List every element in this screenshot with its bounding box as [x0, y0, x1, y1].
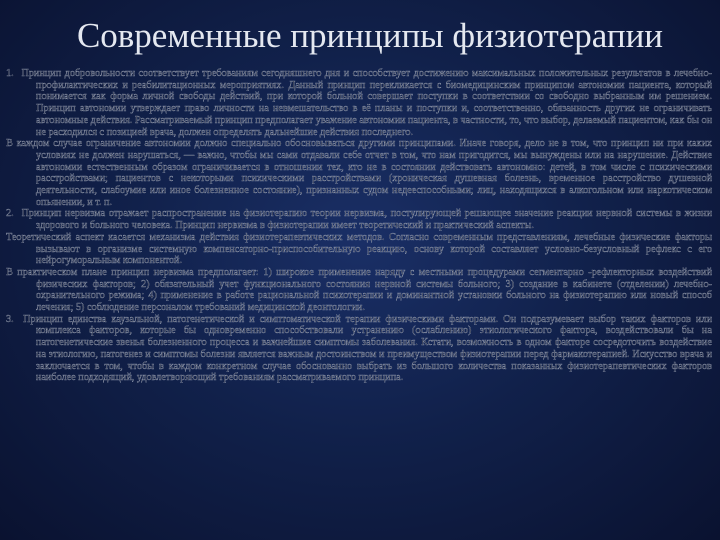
paragraph-theoretical-aspect [6, 232, 712, 267]
paragraph-practical-aspect [6, 267, 712, 314]
paragraph-principle-unity-therapy [6, 314, 712, 384]
paragraph-principle-voluntariness [6, 68, 712, 138]
paragraph-text: В каждом случае ограничение автономии должно специально обосновываться другими принципами. Иначе говоря, дело не в том, что принцип ни при каких условиях не должен нарушаться, — важно, чтобы мы сами отдавали себе отчет в том, что нам пригодится, мы вынуждены или на нарушение. Действие автономии естественным образом ограничивается в отношении тех, кто не в состоянии действовать автономно: детей, в том числе с психическими расстройствами; пациентов с некоторыми психическими расстройствами (хроническая душевная болезнь, временное расстройство душевной деятельности, слабоумие или иное болезненное состояние), признанных судом недееспособными; лиц, находящихся в алкогольном или наркотическом опьянении, и т. п. [6, 138, 712, 208]
slide-body-text [6, 68, 712, 536]
paragraph-principle-nervism [6, 208, 712, 231]
paragraph-number: 2. [6, 208, 14, 220]
paragraph-text: Принцип нервизма отражает распространение на физиотерапию теории нервизма, постулирующей решающее значение реакции нервной системы в жизни здорового и больного человека. Принцип нервизма в физиотерапии имеет теоретический и практический аспекты. [21, 208, 712, 232]
paragraph-text: Принцип единства каузальной, патогенетической и симптоматической терапии физическими факторами. Он подразумевает выбор таких факторов или комплекса факторов, которые бы одновременно способствовали устранению (ослаблению) этиологического фактора, воздействовали бы на патогенетические звенья болезненного процесса и важнейшие симптомы заболевания. Кстати, возможность в одном факторе сосредоточить воздействие на этиологию, патогенез и симптомы болезни является важным достоинством и преимуществом физиотерапии перед фармакотерапией. Искусство врача и заключается в том, чтобы в каждом конкретном случае обоснованно выбрать из большого количества показанных физиотерапевтических факторов наиболее подходящий, удовлетворяющий требованиям рассматриваемого принципа. [23, 313, 712, 384]
paragraph-text: Принцип добровольности соответствует требованиям сегодняшнего дня и способствует достижению максимальных положительных результатов в лечебно-профилактических и реабилитационных мероприятиях. Данный принцип перекликается с биомедицинским принципом автономии пациента, который понимается как форма личной свободы действий, при которой больной совершает поступки в соответствии со свободно выбранным им решением. Принцип автономии утверждает право личности на невмешательство в её планы и поступки и, соответственно, обязанность других не ограничивать автономные действия. Рассматриваемый принцип предполагает уважение автономии пациента, в частности, то, что выбор, делаемый пациентом, как бы он не расходился с позицией врача, должен определять дальнейшие действия последнего. [21, 68, 712, 138]
paragraph-text: В практическом плане принцип нервизма предполагает: 1) широкое применение наряду с местными процедурами сегментарно -рефлекторных воздействий физических факторов; 2) обязательный учет функционального состояния нервной системы больного; 3) создание в кабинете (отделении) лечебно-охранительного режима; 4) применение в работе рациональной психотерапии и доминантной установки больного на физиотерапию или новый способ лечения; 5) соблюдение персоналом требований медицинской деонтологии. [6, 266, 712, 314]
paragraph-number: 3. [6, 313, 14, 325]
paragraph-text: Теоретический аспект касается механизма действия физиотерапевтических методов. Согласно современным представлениям, лечебные физические факторы вызывают в организме системную компенсаторно-приспособительную реакцию, основу которой составляет условно-безусловный рефлекс с его нейрогуморальным компонентой. [6, 231, 712, 267]
page-title: Современные принципы физиотерапии [76, 16, 664, 55]
paragraph-autonomy-limits [6, 138, 712, 208]
paragraph-number: 1. [6, 68, 14, 79]
